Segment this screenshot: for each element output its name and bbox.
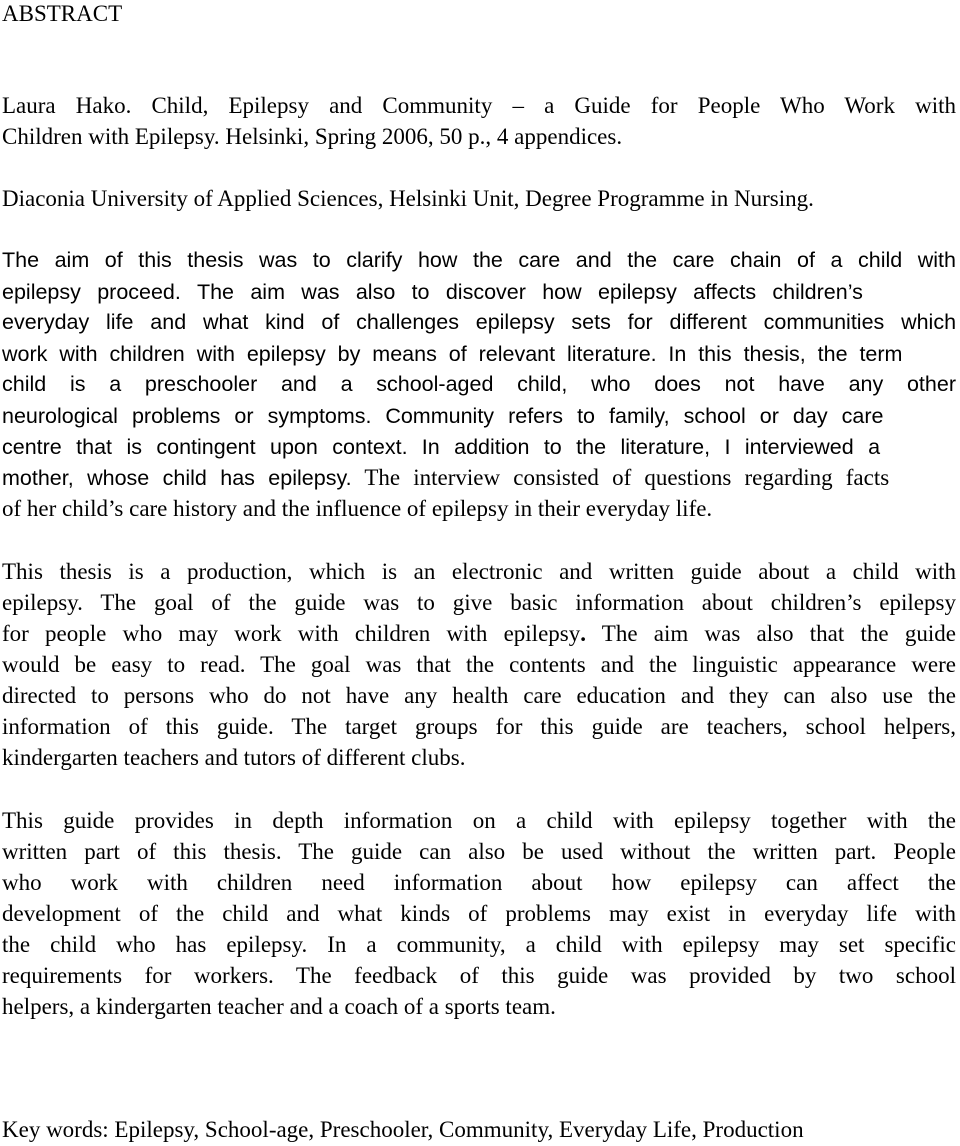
paragraph-1-line-8a: mother, whose child has epilepsy.	[2, 466, 352, 490]
institution-line: Diaconia University of Applied Sciences, Helsinki Unit, Degree Programme in Nursing.	[2, 186, 814, 211]
paragraph-2-line-4: would be easy to read. The goal was that the contents and the linguistic appearance were	[2, 652, 957, 677]
paragraph-1-line-6a: neurological problems or symptoms.	[2, 404, 372, 428]
paragraph-3-line-5: the child who has epilepsy. In a community, a child with epilepsy may set specific	[2, 932, 956, 957]
paragraph-1-line-2b: The aim was also to discover how epilepsy affects children’s	[196, 280, 863, 304]
paragraph-3-line-6: requirements for workers. The feedback of this guide was provided by two school	[2, 963, 956, 988]
paragraph-1-line-7	[2, 431, 960, 463]
citation-line-1: Laura Hako. Child, Epilepsy and Community – a Guide for People Who Work with	[2, 93, 956, 118]
paragraph-2-line-6: information of this guide. The target groups for this guide are teachers, school helpers,	[2, 714, 956, 739]
paragraph-1-line-7a: centre that is contingent upon context.	[2, 435, 408, 459]
paragraph-1-line-2a: epilepsy proceed.	[2, 280, 181, 304]
paragraph-1-line-3: everyday life and what kind of challenges epilepsy sets for different communities which	[2, 310, 957, 334]
paragraph-1-line-5: child is a preschooler and a school-aged child, who does not have any other	[2, 372, 956, 396]
paragraph-1-line-1: The aim of this thesis was to clarify how the care and the care chain of a child with	[2, 248, 956, 272]
paragraph-1-line-2	[2, 276, 960, 308]
paragraph-2-line-7: kindergarten teachers and tutors of different clubs.	[2, 745, 466, 770]
paragraph-3-line-3: who work with children need information about how epilepsy can affect the	[2, 870, 956, 895]
paragraph-3-line-7: helpers, a kindergarten teacher and a coach of a sports team.	[2, 994, 556, 1019]
paragraph-1-line-4b: In this thesis, the term	[668, 342, 903, 366]
paragraph-2-line-5: directed to persons who do not have any health care education and they can also use the	[2, 683, 956, 708]
paragraph-1-line-7b: In addition to the literature, I interviewed a	[421, 435, 881, 459]
paragraph-2-line-3	[2, 618, 960, 649]
paragraph-1-line-6b: Community refers to family, school or day care	[385, 404, 884, 428]
paragraph-1-line-8	[2, 462, 960, 494]
paragraph-2-line-1: This thesis is a production, which is an electronic and written guide about a child with	[2, 559, 957, 584]
paragraph-1-line-9: of her child’s care history and the influence of epilepsy in their everyday life.	[2, 496, 713, 521]
paragraph-3-line-4: development of the child and what kinds of problems may exist in everyday life with	[2, 901, 957, 926]
paragraph-1-line-8b: The interview consisted of questions regarding facts	[364, 465, 890, 490]
page-title: ABSTRACT	[2, 1, 123, 26]
paragraph-2-line-2: epilepsy. The goal of the guide was to give basic information about children’s epilepsy	[2, 590, 956, 615]
paragraph-1-line-4a: work with children with epilepsy by means of relevant literature.	[2, 342, 657, 366]
paragraph-1-line-6	[2, 400, 960, 432]
paragraph-2-line-3b: The aim was also that the guide	[585, 621, 956, 646]
paragraph-3-line-2: written part of this thesis. The guide can also be used without the written part. People	[2, 839, 956, 864]
paragraph-2-line-3-period: .	[580, 621, 586, 646]
citation-line-2: Children with Epilepsy. Helsinki, Spring 2006, 50 p., 4 appendices.	[2, 124, 623, 149]
keywords-line: Key words: Epilepsy, School-age, Preschooler, Community, Everyday Life, Production	[2, 1117, 804, 1142]
paragraph-2-line-3a: for people who may work with children with epilepsy	[2, 621, 581, 646]
paragraph-3-line-1: This guide provides in depth information on a child with epilepsy together with the	[2, 808, 957, 833]
paragraph-1-line-4	[2, 338, 960, 370]
